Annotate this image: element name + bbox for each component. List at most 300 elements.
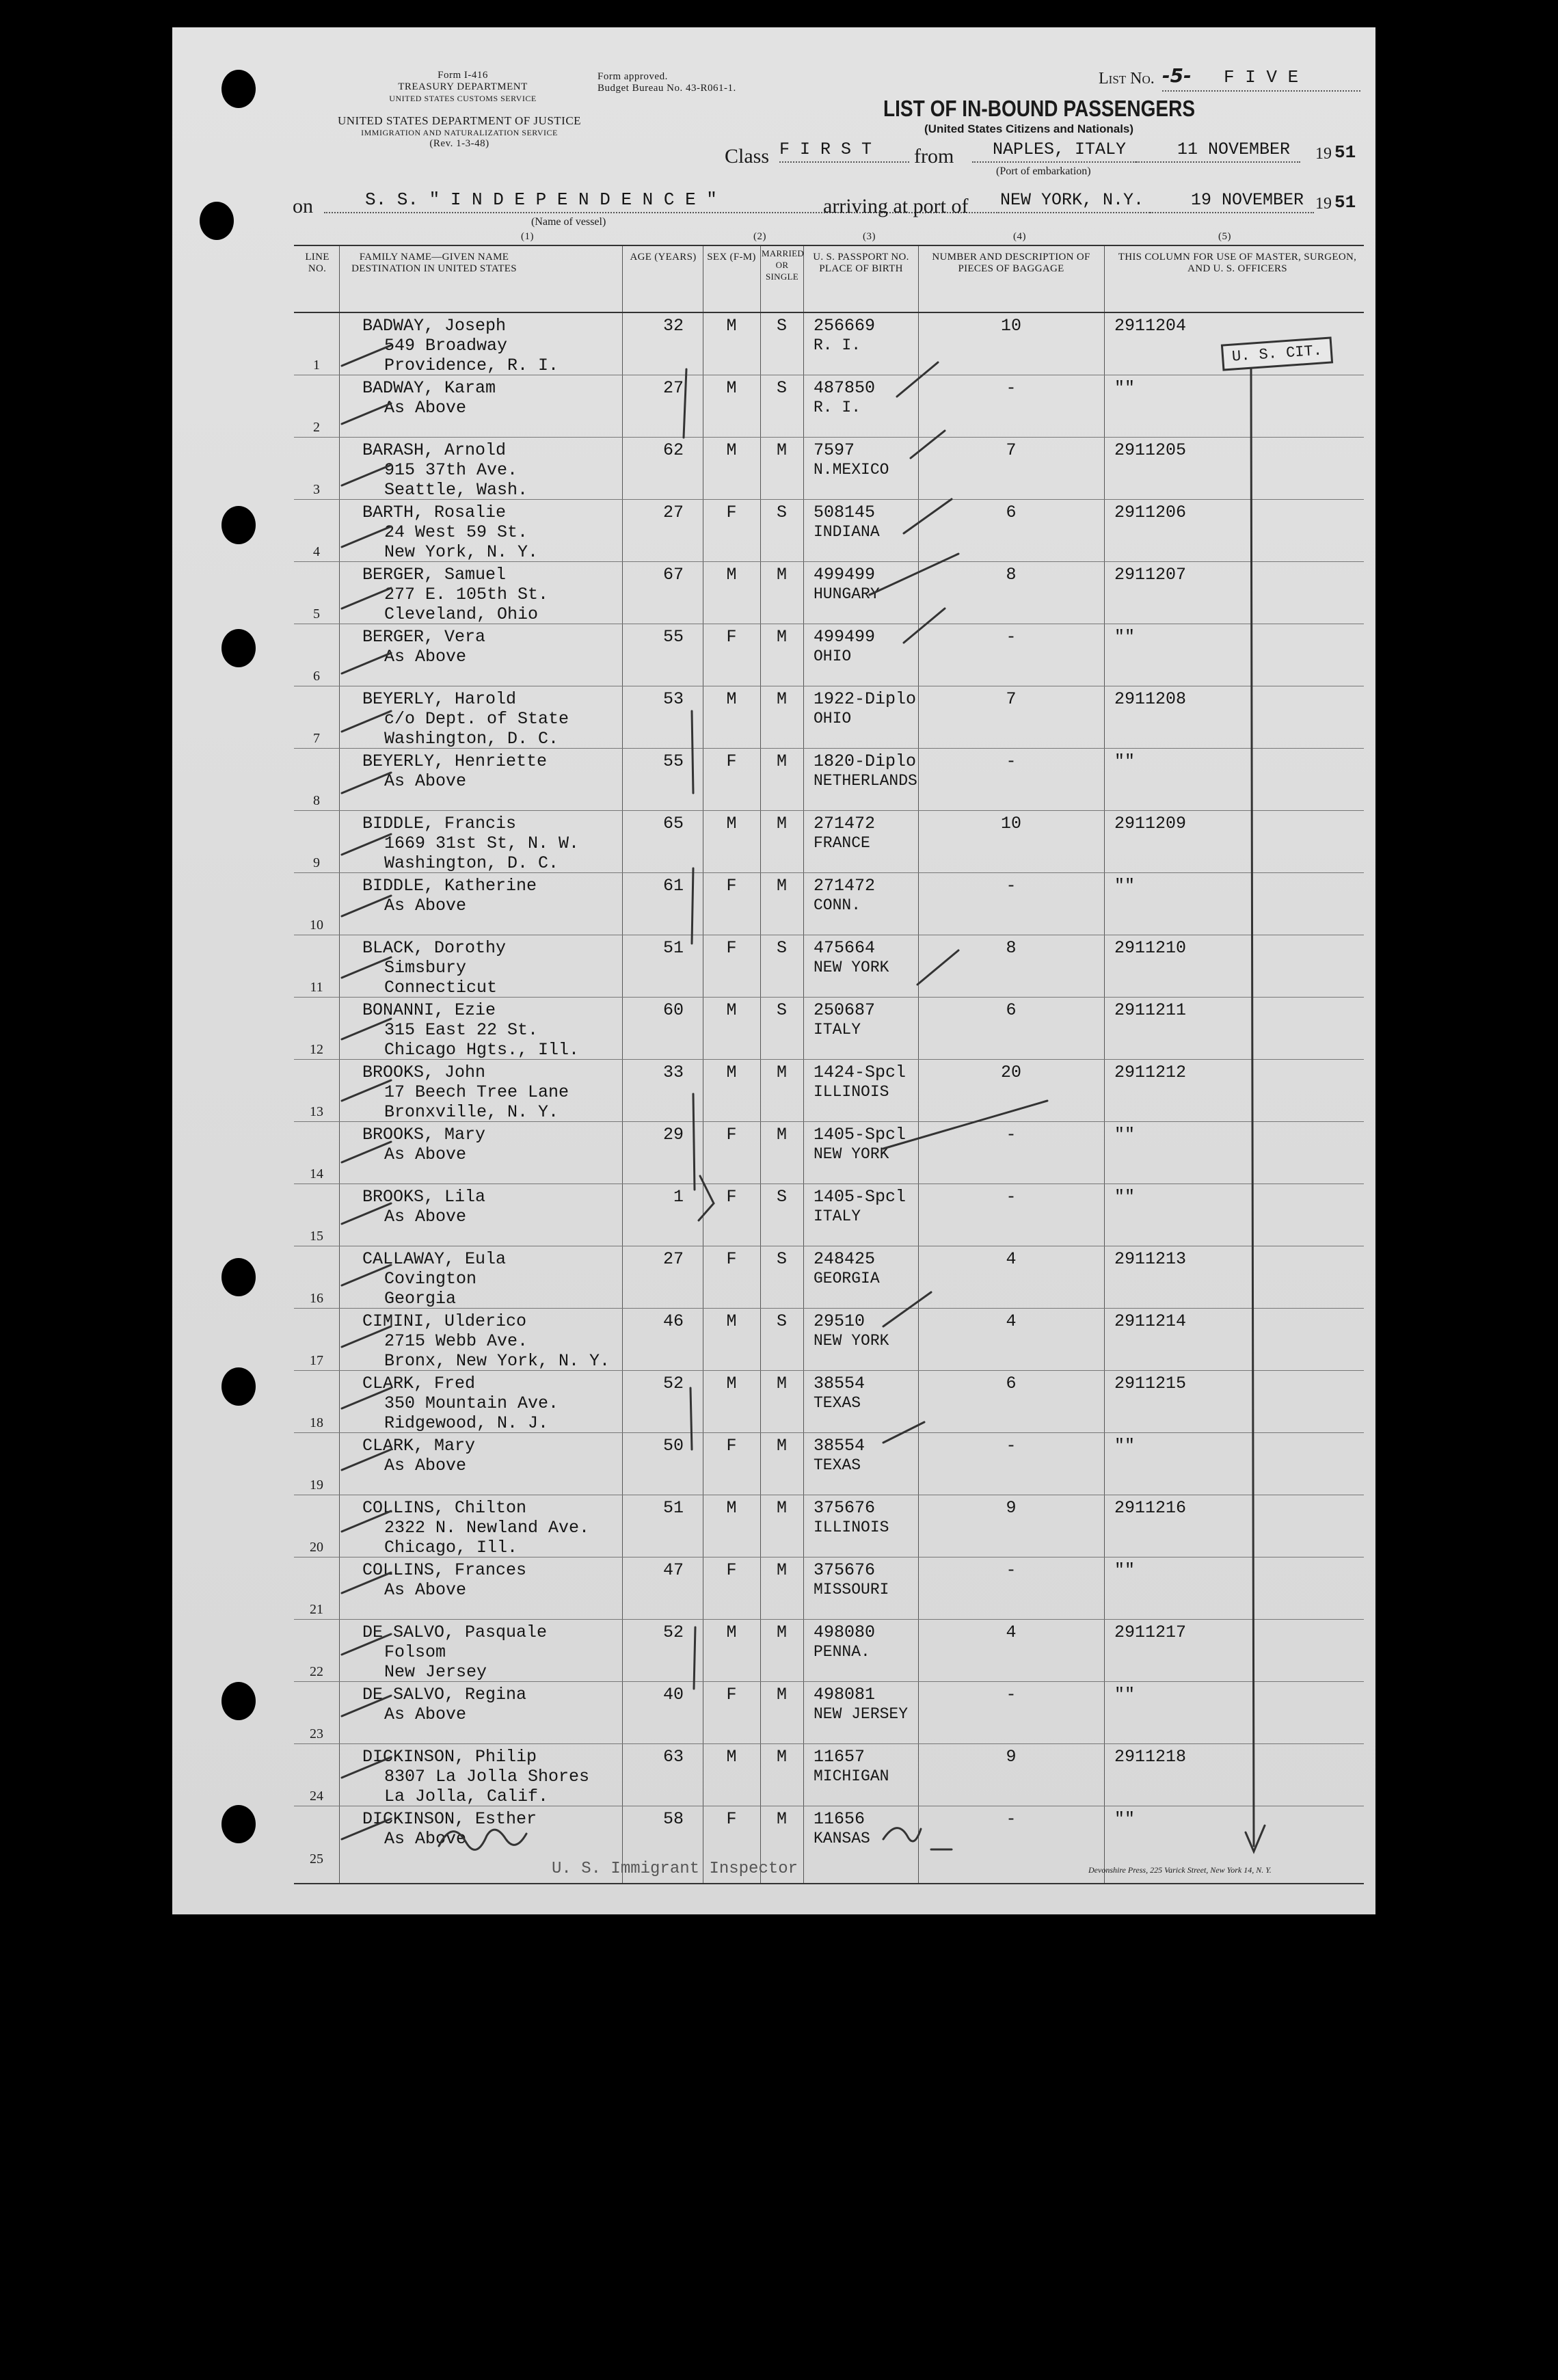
- place-of-birth: NEW YORK: [814, 1332, 889, 1350]
- passenger-name: DICKINSON, Philip: [362, 1747, 537, 1767]
- marital-status: S: [776, 938, 787, 958]
- punch-hole: [221, 1258, 256, 1296]
- passenger-name: BARASH, Arnold: [362, 440, 507, 460]
- passenger-name: CLARK, Fred: [362, 1374, 476, 1393]
- officer-entry: 2911217: [1114, 1622, 1187, 1642]
- officer-entry: "": [1114, 1809, 1136, 1829]
- inspector-line: U. S. Immigrant Inspector: [552, 1860, 798, 1878]
- baggage-count: 8: [1006, 565, 1017, 585]
- printer-credit: Devonshire Press, 225 Varick Street, New York 14, N. Y.: [1088, 1865, 1272, 1875]
- age: 52: [662, 1622, 684, 1642]
- arrival-year: 51: [1334, 192, 1356, 213]
- age: 62: [662, 440, 684, 460]
- line-number: 11: [310, 980, 323, 995]
- table-row: [294, 1620, 1364, 1682]
- sex: M: [726, 1498, 737, 1518]
- line-number: 14: [310, 1166, 323, 1181]
- passenger-name: BIDDLE, Katherine: [362, 876, 537, 896]
- on-label: on: [293, 195, 313, 217]
- sex: M: [726, 1622, 737, 1642]
- destination-line-1: 2715 Webb Ave.: [384, 1331, 528, 1351]
- list-number-handwritten: -5-: [1162, 64, 1192, 87]
- passenger-name: COLLINS, Frances: [362, 1560, 527, 1580]
- place-of-birth: HUNGARY: [814, 585, 880, 603]
- table-row: [294, 1682, 1364, 1744]
- table-row: [294, 1060, 1364, 1122]
- marital-status: M: [776, 1560, 787, 1580]
- place-of-birth: OHIO: [814, 710, 852, 727]
- table-row: [294, 1433, 1364, 1495]
- header-baggage: NUMBER AND DESCRIPTION OF PIECES OF BAGGAGE: [932, 252, 1090, 274]
- baggage-count: 8: [1006, 938, 1017, 958]
- destination-line-2: Bronxville, N. Y.: [384, 1102, 559, 1122]
- sex: M: [726, 565, 737, 585]
- marital-status: M: [776, 1125, 787, 1145]
- embark-year: 51: [1334, 142, 1356, 163]
- destination-line-1: 549 Broadway: [384, 336, 508, 356]
- passport-number: 256669: [814, 316, 876, 336]
- passport-number: 248425: [814, 1249, 876, 1269]
- list-title: LIST OF IN-BOUND PASSENGERS: [883, 96, 1196, 121]
- baggage-count: 6: [1006, 1374, 1017, 1393]
- table-row: [294, 375, 1364, 438]
- place-of-birth: NEW YORK: [814, 959, 889, 976]
- baggage-count: -: [1006, 378, 1017, 398]
- line-number: 4: [313, 544, 320, 559]
- sex: M: [726, 440, 737, 460]
- line-number: 2: [313, 420, 320, 435]
- destination-line-1: As Above: [384, 771, 467, 791]
- officer-entry: "": [1114, 627, 1136, 647]
- sex: F: [726, 1436, 737, 1456]
- table-row: [294, 562, 1364, 624]
- header-officers-column: THIS COLUMN FOR USE OF MASTER, SURGEON, AND U. S. OFFICERS: [1118, 252, 1357, 274]
- line-number: 7: [313, 731, 320, 746]
- age: 51: [662, 938, 684, 958]
- destination-line-1: Folsom: [384, 1642, 446, 1662]
- passport-number: 375676: [814, 1560, 876, 1580]
- officer-entry: 2911213: [1114, 1249, 1187, 1269]
- marital-status: S: [776, 1000, 787, 1020]
- line-number: 6: [313, 669, 320, 684]
- department-of-justice: UNITED STATES DEPARTMENT OF JUSTICE: [337, 114, 582, 127]
- passenger-name: COLLINS, Chilton: [362, 1498, 527, 1518]
- marital-status: S: [776, 503, 787, 522]
- age: 27: [662, 378, 684, 398]
- baggage-count: 4: [1006, 1311, 1017, 1331]
- destination-line-2: Chicago, Ill.: [384, 1538, 518, 1557]
- marital-status: S: [776, 1187, 787, 1207]
- table-row: [294, 624, 1364, 686]
- destination-line-1: 315 East 22 St.: [384, 1020, 539, 1040]
- passport-number: 271472: [814, 876, 876, 896]
- passport-number: 1405-Spcl: [814, 1187, 906, 1207]
- destination-line-1: 24 West 59 St.: [384, 522, 528, 542]
- age: 67: [662, 565, 684, 585]
- place-of-birth: ILLINOIS: [814, 1083, 889, 1101]
- header-passport-birthplace: U. S. PASSPORT NO. PLACE OF BIRTH: [813, 252, 909, 274]
- punch-hole: [221, 1805, 256, 1843]
- table-row: [294, 313, 1364, 375]
- sex: M: [726, 689, 737, 709]
- embark-port: NAPLES, ITALY: [972, 139, 1136, 163]
- officer-entry: 2911211: [1114, 1000, 1187, 1020]
- baggage-count: 6: [1006, 503, 1017, 522]
- budget-bureau: Budget Bureau No. 43-R061-1.: [597, 83, 736, 94]
- embark-port-caption: (Port of embarkation): [996, 165, 1091, 177]
- header-name-destination: FAMILY NAME—GIVEN NAME DESTINATION IN UNITED STATES: [351, 252, 517, 274]
- destination-line-1: As Above: [384, 1456, 467, 1475]
- destination-line-2: Chicago Hgts., Ill.: [384, 1040, 580, 1060]
- manifest-page: [172, 27, 1375, 1914]
- passenger-name: BIDDLE, Francis: [362, 814, 517, 833]
- passport-number: 499499: [814, 565, 876, 585]
- passenger-rows: [294, 313, 1364, 1869]
- passenger-name: BADWAY, Joseph: [362, 316, 507, 336]
- destination-line-1: 17 Beech Tree Lane: [384, 1082, 569, 1102]
- officer-entry: "": [1114, 1685, 1136, 1704]
- header-age: AGE (YEARS): [630, 252, 697, 263]
- place-of-birth: NEW JERSEY: [814, 1705, 909, 1723]
- passport-number: 11656: [814, 1809, 865, 1829]
- officer-entry: 2911208: [1114, 689, 1187, 709]
- passport-number: 508145: [814, 503, 876, 522]
- destination-line-2: New York, N. Y.: [384, 542, 539, 562]
- line-number: 13: [310, 1104, 323, 1119]
- sex: M: [726, 378, 737, 398]
- sex: F: [726, 1187, 737, 1207]
- age: 27: [662, 503, 684, 522]
- officer-entry: 2911218: [1114, 1747, 1187, 1767]
- place-of-birth: N.MEXICO: [814, 461, 889, 479]
- from-label: from: [914, 145, 954, 168]
- table-row: [294, 811, 1364, 873]
- place-of-birth: NEW YORK: [814, 1145, 889, 1163]
- table-row: [294, 1184, 1364, 1246]
- passenger-name: CIMINI, Ulderico: [362, 1311, 527, 1331]
- line-number: 22: [310, 1664, 323, 1679]
- place-of-birth: FRANCE: [814, 834, 870, 852]
- punch-hole: [221, 1682, 256, 1720]
- line-number: 19: [310, 1478, 323, 1493]
- marital-status: M: [776, 1062, 787, 1082]
- line-number: 18: [310, 1415, 323, 1430]
- officer-entry: "": [1114, 876, 1136, 896]
- passport-number: 1820-Diplo: [814, 751, 917, 771]
- marital-status: S: [776, 378, 787, 398]
- destination-line-1: 2322 N. Newland Ave.: [384, 1518, 590, 1538]
- line-number: 25: [310, 1851, 323, 1867]
- list-number-typed: F I V E: [1224, 67, 1299, 88]
- passport-number: 498080: [814, 1622, 876, 1642]
- line-number: 16: [310, 1291, 323, 1306]
- age: 33: [662, 1062, 684, 1082]
- line-number: 9: [313, 855, 320, 870]
- header-married-single: MARRIED OR SINGLE: [762, 248, 805, 282]
- passenger-name: BERGER, Vera: [362, 627, 486, 647]
- passenger-name: BROOKS, Lila: [362, 1187, 486, 1207]
- age: 40: [662, 1685, 684, 1704]
- destination-line-2: Cleveland, Ohio: [384, 604, 539, 624]
- treasury-department: TREASURY DEPARTMENT: [398, 81, 528, 92]
- place-of-birth: GEORGIA: [814, 1270, 880, 1287]
- age: 65: [662, 814, 684, 833]
- destination-line-1: As Above: [384, 398, 467, 418]
- baggage-count: -: [1006, 751, 1017, 771]
- age: 1: [673, 1187, 684, 1207]
- sex: F: [726, 1125, 737, 1145]
- sex: F: [726, 938, 737, 958]
- marital-status: S: [776, 1249, 787, 1269]
- marital-status: M: [776, 440, 787, 460]
- baggage-count: 6: [1006, 1000, 1017, 1020]
- destination-line-1: 350 Mountain Ave.: [384, 1393, 559, 1413]
- line-number: 5: [313, 606, 320, 621]
- destination-line-1: As Above: [384, 1829, 467, 1849]
- col-number-1: (1): [521, 231, 534, 242]
- table-row: [294, 438, 1364, 500]
- baggage-count: -: [1006, 1125, 1017, 1145]
- place-of-birth: OHIO: [814, 647, 852, 665]
- passenger-name: BEYERLY, Harold: [362, 689, 517, 709]
- line-number: 21: [310, 1602, 323, 1617]
- baggage-count: 20: [1000, 1062, 1021, 1082]
- arrival-year-prefix: 19: [1315, 195, 1332, 213]
- arriving-label: arriving at port of: [823, 195, 969, 217]
- passenger-name: DE SALVO, Regina: [362, 1685, 527, 1704]
- passenger-name: BADWAY, Karam: [362, 378, 496, 398]
- age: 51: [662, 1498, 684, 1518]
- vessel-caption: (Name of vessel): [531, 216, 606, 228]
- marital-status: M: [776, 1809, 787, 1829]
- sex: M: [726, 316, 737, 336]
- passport-number: 498081: [814, 1685, 876, 1704]
- age: 50: [662, 1436, 684, 1456]
- form-approved: Form approved.: [597, 71, 668, 82]
- officer-entry: "": [1114, 1187, 1136, 1207]
- embark-year-prefix: 19: [1315, 145, 1332, 163]
- passenger-name: DE SALVO, Pasquale: [362, 1622, 548, 1642]
- place-of-birth: ITALY: [814, 1207, 861, 1225]
- passenger-name: CLARK, Mary: [362, 1436, 476, 1456]
- class-value: F I R S T: [779, 139, 909, 163]
- punch-hole: [200, 202, 234, 240]
- arrival-port: NEW YORK, N.Y.: [996, 190, 1150, 213]
- destination-line-1: 277 E. 105th St.: [384, 585, 549, 604]
- table-row: [294, 749, 1364, 811]
- marital-status: S: [776, 316, 787, 336]
- sex: F: [726, 1809, 737, 1829]
- officer-entry: 2911204: [1114, 316, 1187, 336]
- place-of-birth: KANSAS: [814, 1830, 870, 1847]
- sex: F: [726, 503, 737, 522]
- officer-entry: "": [1114, 1125, 1136, 1145]
- line-number: 3: [313, 482, 320, 497]
- passenger-table: [294, 245, 1364, 1884]
- officer-entry: 2911216: [1114, 1498, 1187, 1518]
- passport-number: 1922-Diplo: [814, 689, 917, 709]
- marital-status: M: [776, 1747, 787, 1767]
- sex: M: [726, 1311, 737, 1331]
- sex: F: [726, 627, 737, 647]
- sex: M: [726, 1747, 737, 1767]
- baggage-count: 7: [1006, 689, 1017, 709]
- baggage-count: -: [1006, 1187, 1017, 1207]
- officer-entry: 2911214: [1114, 1311, 1187, 1331]
- destination-line-2: Ridgewood, N. J.: [384, 1413, 549, 1433]
- punch-hole: [221, 1367, 256, 1406]
- destination-line-2: Georgia: [384, 1289, 457, 1309]
- line-number: 20: [310, 1540, 323, 1555]
- sex: F: [726, 1685, 737, 1704]
- age: 52: [662, 1374, 684, 1393]
- col-number-3: (3): [863, 231, 876, 242]
- punch-hole: [221, 70, 256, 108]
- ins-line: IMMIGRATION AND NATURALIZATION SERVICE: [361, 128, 558, 137]
- destination-line-2: Connecticut: [384, 978, 498, 998]
- baggage-count: -: [1006, 1436, 1017, 1456]
- baggage-count: 9: [1006, 1498, 1017, 1518]
- destination-line-2: Providence, R. I.: [384, 356, 559, 375]
- baggage-count: -: [1006, 1685, 1017, 1704]
- place-of-birth: MICHIGAN: [814, 1767, 889, 1785]
- line-number: 24: [310, 1789, 323, 1804]
- table-row: [294, 1309, 1364, 1371]
- passport-number: 487850: [814, 378, 876, 398]
- passenger-name: BONANNI, Ezie: [362, 1000, 496, 1020]
- destination-line-1: c/o Dept. of State: [384, 709, 569, 729]
- passport-number: 375676: [814, 1498, 876, 1518]
- officer-entry: 2911206: [1114, 503, 1187, 522]
- line-number: 15: [310, 1229, 323, 1244]
- destination-line-1: Covington: [384, 1269, 477, 1289]
- place-of-birth: TEXAS: [814, 1456, 861, 1474]
- col-number-2: (2): [753, 231, 766, 242]
- sex: M: [726, 1000, 737, 1020]
- passenger-name: BARTH, Rosalie: [362, 503, 507, 522]
- marital-status: M: [776, 627, 787, 647]
- class-label: Class: [725, 145, 770, 168]
- destination-line-2: New Jersey: [384, 1662, 487, 1682]
- passport-number: 475664: [814, 938, 876, 958]
- list-number-field: [1162, 64, 1360, 92]
- table-row: [294, 1246, 1364, 1309]
- age: 63: [662, 1747, 684, 1767]
- line-number: 23: [310, 1726, 323, 1741]
- list-subtitle: (United States Citizens and Nationals): [924, 122, 1134, 135]
- destination-line-1: As Above: [384, 1580, 467, 1600]
- marital-status: M: [776, 1622, 787, 1642]
- place-of-birth: CONN.: [814, 896, 861, 914]
- col-number-5: (5): [1218, 231, 1231, 242]
- table-row: [294, 1371, 1364, 1433]
- age: 61: [662, 876, 684, 896]
- officer-entry: 2911205: [1114, 440, 1187, 460]
- officer-entry: 2911215: [1114, 1374, 1187, 1393]
- embark-date: 11 NOVEMBER: [1136, 139, 1300, 163]
- passenger-name: BEYERLY, Henriette: [362, 751, 548, 771]
- revision: (Rev. 1-3-48): [429, 138, 489, 149]
- baggage-count: 10: [1000, 814, 1021, 833]
- passport-number: 1424-Spcl: [814, 1062, 906, 1082]
- passport-number: 1405-Spcl: [814, 1125, 906, 1145]
- officer-entry: 2911207: [1114, 565, 1187, 585]
- destination-line-2: Bronx, New York, N. Y.: [384, 1351, 610, 1371]
- place-of-birth: R. I.: [814, 399, 861, 416]
- line-number: 12: [310, 1042, 323, 1057]
- passport-number: 38554: [814, 1374, 865, 1393]
- sex: F: [726, 751, 737, 771]
- vessel-name: S. S. " I N D E P E N D E N C E ": [324, 190, 997, 213]
- line-number: 1: [313, 358, 320, 373]
- sex: F: [726, 876, 737, 896]
- sex: M: [726, 1374, 737, 1393]
- destination-line-1: As Above: [384, 1145, 467, 1164]
- passport-number: 250687: [814, 1000, 876, 1020]
- baggage-count: -: [1006, 1809, 1017, 1829]
- age: 47: [662, 1560, 684, 1580]
- table-row: [294, 500, 1364, 562]
- passport-number: 7597: [814, 440, 855, 460]
- age: 27: [662, 1249, 684, 1269]
- destination-line-2: Washington, D. C.: [384, 729, 559, 749]
- destination-line-1: 915 37th Ave.: [384, 460, 518, 480]
- officer-entry: "": [1114, 378, 1136, 398]
- sex: M: [726, 814, 737, 833]
- age: 58: [662, 1809, 684, 1829]
- baggage-count: 7: [1006, 440, 1017, 460]
- age: 55: [662, 751, 684, 771]
- passenger-name: BROOKS, John: [362, 1062, 486, 1082]
- destination-line-2: Seattle, Wash.: [384, 480, 528, 500]
- table-row: [294, 935, 1364, 998]
- table-row: [294, 686, 1364, 749]
- passport-number: 499499: [814, 627, 876, 647]
- passenger-name: CALLAWAY, Eula: [362, 1249, 507, 1269]
- marital-status: M: [776, 689, 787, 709]
- officer-entry: 2911210: [1114, 938, 1187, 958]
- marital-status: M: [776, 1436, 787, 1456]
- baggage-count: -: [1006, 1560, 1017, 1580]
- age: 55: [662, 627, 684, 647]
- table-row: [294, 1806, 1364, 1869]
- officer-entry: "": [1114, 1436, 1136, 1456]
- sex: M: [726, 1062, 737, 1082]
- baggage-count: 4: [1006, 1622, 1017, 1642]
- line-number: 10: [310, 918, 323, 933]
- passenger-name: DICKINSON, Esther: [362, 1809, 537, 1829]
- col-number-4: (4): [1013, 231, 1026, 242]
- marital-status: M: [776, 1374, 787, 1393]
- punch-hole: [221, 629, 256, 667]
- place-of-birth: TEXAS: [814, 1394, 861, 1412]
- destination-line-1: 1669 31st St, N. W.: [384, 833, 580, 853]
- destination-line-2: La Jolla, Calif.: [384, 1787, 549, 1806]
- table-row: [294, 1122, 1364, 1184]
- passport-number: 38554: [814, 1436, 865, 1456]
- baggage-count: -: [1006, 627, 1017, 647]
- marital-status: M: [776, 876, 787, 896]
- punch-hole: [221, 506, 256, 544]
- officer-entry: 2911212: [1114, 1062, 1187, 1082]
- place-of-birth: ITALY: [814, 1021, 861, 1039]
- arrival-date: 19 NOVEMBER: [1150, 190, 1314, 213]
- table-row: [294, 1495, 1364, 1557]
- passenger-name: BROOKS, Mary: [362, 1125, 486, 1145]
- officer-entry: 2911209: [1114, 814, 1187, 833]
- place-of-birth: PENNA.: [814, 1643, 870, 1661]
- table-row: [294, 873, 1364, 935]
